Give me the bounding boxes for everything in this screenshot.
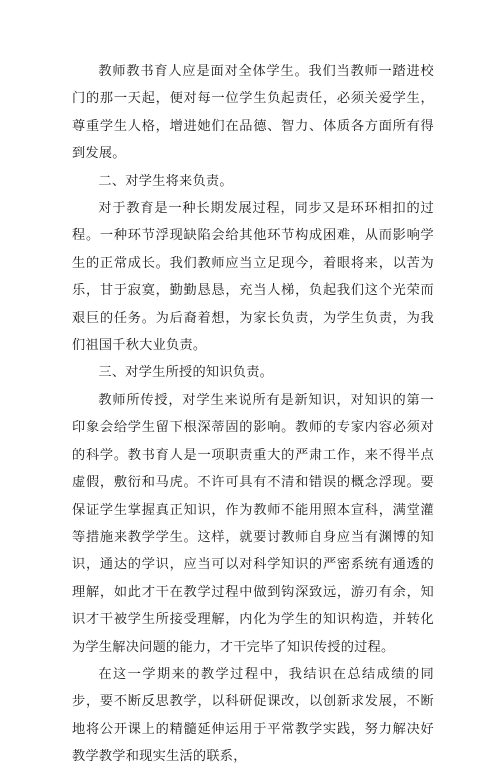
paragraph-teaching-all-students: 教师教书育人应是面对全体学生。我们当教师一踏进校门的那一天起，便对每一位学生负起责任，必须关爱学生，尊重学生人格，增进她们在品德、智力、体质各方面所有得到发展。: [72, 64, 434, 162]
section-heading-future: 二、对学生将来负责。: [98, 173, 233, 189]
paragraph-knowledge-responsibility: 教师所传授，对学生来说所有是新知识，对知识的第一印象会给学生留下根深蒂固的影响。教师的专家内容必须对的科学。教书育人是一项职责重大的严肃工作，来不得半点虚假，敷衍和马虎。不许可具有不清和错误的概念浮现。要保证学生掌握真正知识，作为教师不能用照本宣科，满堂灌等措施来教学学生。这样，就要讨教师自身应当有渊博的知识，通达的学识，应当可以对科学知识的严密系统有通透的理解，如此才干在教学过程中做到钩深致远，游刃有余，知识才干被学生所接受理解，内化为学生的知识构造，并转化为学生解决问题的能力，才干完毕了知识传授的过程。: [72, 392, 434, 655]
section-heading-knowledge: 三、对学生所授的知识负责。: [98, 365, 274, 381]
paragraph-long-term-process: 对于教育是一种长期发展过程，同步又是环环相扣的过程。一种环节浮现缺陷会给其他环节构成困难，从而影响学生的正常成长。我们教师应当立足现今，着眼将来，以苦为乐，甘于寂寞，勤勤恳恳，充当人梯，负起我们这个光荣而艰巨的任务。为后裔着想，为家长负责，为学生负责，为我们祖国千秋大业负责。: [72, 201, 434, 354]
paragraph-semester-reflection: 在这一学期来的教学过程中，我结识在总结成绩的同步，要不断反思教学，以科研促课改，以创新求发展，不断地将公开课上的精髓延伸运用于平常教学实践，努力解决好教学教学和现实生活的联系，: [72, 666, 434, 765]
document-body: [72, 58, 434, 771]
